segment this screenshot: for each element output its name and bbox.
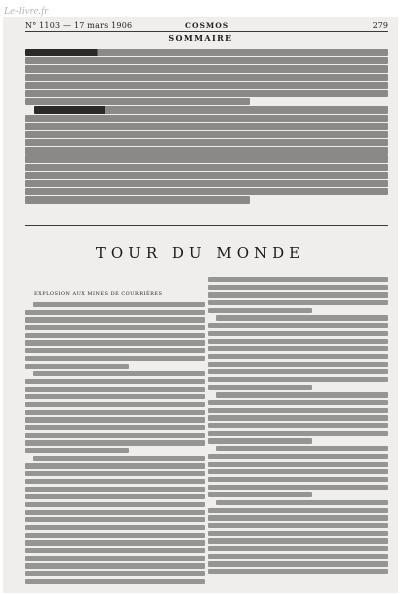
text-line [25,463,205,468]
journal-title: COSMOS [185,21,230,30]
text-line [208,377,388,382]
summary-line [25,155,388,162]
summary-line [25,172,388,179]
text-line [208,300,388,305]
text-line [208,454,388,459]
summary-title: SOMMAIRE [168,33,233,43]
text-line [208,292,388,297]
text-line [208,354,388,359]
summary-line [25,188,388,195]
section-title: TOUR DU MONDE [95,244,306,262]
issue-number: N° 1103 — 17 mars 1906 [25,21,133,30]
text-column-right [208,277,388,577]
text-line [208,538,388,543]
text-line [25,440,205,445]
text-line [208,339,388,344]
text-line [25,325,205,330]
summary-line [25,196,250,203]
text-line [208,285,388,290]
text-line [25,502,205,507]
summary-line [25,123,388,130]
text-line [25,402,205,407]
text-line [208,369,388,374]
text-line [208,546,388,551]
text-line [216,446,388,451]
summary-line [25,98,250,105]
summary-line [25,180,388,187]
summary-line [25,139,388,146]
text-line [208,400,388,405]
text-line [208,323,388,328]
text-line [33,302,205,307]
summary-line [25,57,388,64]
text-line [208,477,388,482]
text-line [208,385,312,390]
text-line [25,364,129,369]
header-rule [25,31,388,32]
summary-line [25,115,388,122]
text-line [208,561,388,566]
text-line [25,556,205,561]
text-line [25,310,205,315]
text-line [25,425,205,430]
summary-line [25,82,388,89]
text-line [208,308,312,313]
text-line [25,348,205,353]
text-line [33,456,205,461]
text-line [25,417,205,422]
text-line [208,462,388,467]
text-line [25,525,205,530]
text-line [25,448,129,453]
text-line [25,533,205,538]
text-line [208,331,388,336]
text-line [208,523,388,528]
text-line [208,554,388,559]
text-line [208,438,312,443]
summary-line [25,164,388,171]
text-line [208,531,388,536]
text-line [208,508,388,513]
text-line [25,510,205,515]
summary-line [25,90,388,97]
text-line [208,408,388,413]
text-line [25,317,205,322]
text-line [25,379,205,384]
text-line [25,517,205,522]
text-line [25,356,205,361]
summary-text-block [25,49,388,221]
text-line [25,548,205,553]
text-line [25,471,205,476]
summary-line [25,49,388,56]
text-line [25,540,205,545]
text-line [208,469,388,474]
text-line [216,392,388,397]
text-line [208,569,388,574]
article-subheading: EXPLOSION AUX MINES DE COURRIÈRES [34,291,163,297]
text-line [25,433,205,438]
summary-line [25,147,388,154]
text-line [216,315,388,320]
text-line [25,340,205,345]
text-line [25,487,205,492]
summary-line [25,65,388,72]
text-line [208,515,388,520]
text-line [208,492,312,497]
page-number: 279 [372,21,388,30]
text-line [25,394,205,399]
text-line [208,415,388,420]
summary-line [25,131,388,138]
text-line [25,479,205,484]
text-line [25,579,205,584]
text-line [25,333,205,338]
text-line [208,346,388,351]
text-line [208,423,388,428]
watermark-logo [4,2,56,16]
text-line [208,485,388,490]
text-line [25,494,205,499]
text-line [216,500,388,505]
journal-page [3,17,398,593]
text-column-left [25,289,205,589]
summary-line [34,106,388,113]
summary-line [25,74,388,81]
text-line [25,387,205,392]
summary-rule [25,225,388,226]
text-line [208,362,388,367]
text-line [33,371,205,376]
text-line [208,277,388,282]
text-line [25,410,205,415]
text-line [208,431,388,436]
watermark-text: Le-livre.fr [4,5,49,17]
text-line [25,571,205,576]
text-line [25,563,205,568]
